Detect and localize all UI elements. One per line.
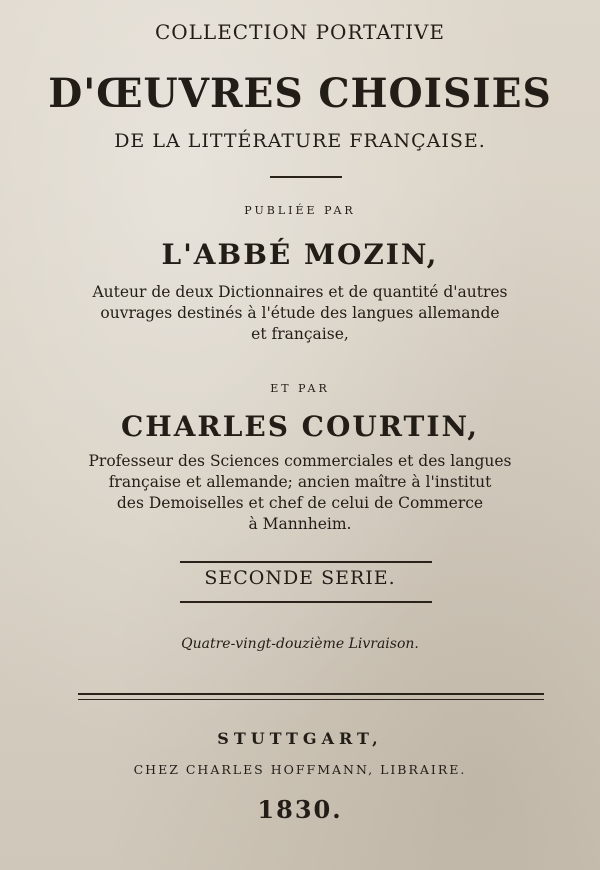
description-line: française et allemande; ancien maître à l'institut [108,473,492,491]
main-title: D'ŒUVRES CHOISIES [48,70,552,117]
subtitle: DE LA LITTÉRATURE FRANÇAISE. [114,130,486,152]
series-label: SECONDE SERIE. [204,567,396,589]
series-bottom-rule [180,601,432,603]
description-line: à Mannheim. [248,515,352,533]
short-divider [270,176,342,178]
imprint-year: 1830. [257,795,343,824]
imprint-rule-thin [78,699,544,700]
imprint-publisher: CHEZ CHARLES HOFFMANN, LIBRAIRE. [133,762,467,777]
description-line: des Demoiselles et chef de celui de Commerce [116,494,484,512]
description-line: Auteur de deux Dictionnaires et de quantité d'autres [92,283,508,301]
editor-mozin-description [0,282,600,345]
series-top-rule [180,561,432,563]
imprint-city: STUTTGART, [217,729,383,748]
description-line: Professeur des Sciences commerciales et des langues [88,452,512,470]
editor-mozin-name: L'ABBÉ MOZIN, [161,238,439,271]
imprint-rule-thick [78,693,544,695]
description-line: ouvrages destinés à l'étude des langues allemande [100,304,500,322]
description-line: et française, [251,325,349,343]
delivery-number: Quatre-vingt-douzième Livraison. [181,636,419,652]
editor-courtin-name: CHARLES COURTIN, [120,410,480,443]
published-by-label: PUBLIÉE PAR [244,204,356,217]
editor-courtin-description [0,451,600,535]
and-by-label: ET PAR [270,382,330,395]
collection-heading: COLLECTION PORTATIVE [154,20,446,44]
